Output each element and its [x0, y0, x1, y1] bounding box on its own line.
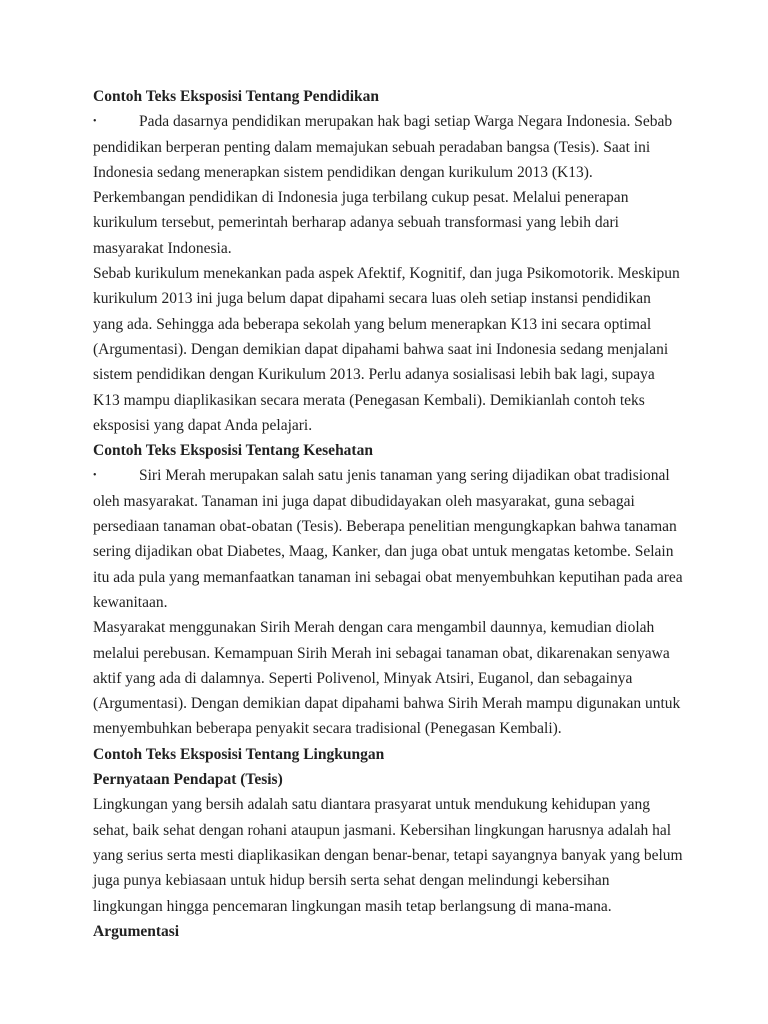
bullet-text-kesehatan: Siri Merah merupakan salah satu jenis tanaman yang sering dijadikan obat tradisional oleh masyarakat. Tanaman ini juga dapat dibudidayakan oleh masyarakat, guna sebagai persediaan tanaman obat-obatan (Tesis). Beberapa penelitian mengungkapkan bahwa tanaman sering dijadikan obat Diabetes, Maag, Kanker, dan juga obat untuk mengatas ketombe. Selain itu ada pula yang memanfaatkan tanaman ini sebagai obat menyembuhkan keputihan pada area kewanitaan. [93, 467, 683, 611]
document-page [93, 84, 683, 944]
bullet-paragraph-kesehatan [93, 463, 683, 615]
heading-pendidikan: Contoh Teks Eksposisi Tentang Pendidikan [93, 88, 380, 105]
subheading-argumentasi: Argumentasi [93, 922, 180, 940]
heading-lingkungan: Contoh Teks Eksposisi Tentang Lingkungan [93, 745, 385, 763]
paragraph-kesehatan: Masyarakat menggunakan Sirih Merah dengan cara mengambil daunnya, kemudian diolah melalui perebusan. Kemampuan Sirih Merah ini sebagai tanaman obat, dikarenakan senyawa aktif yang ada di dalamnya. Seperti Polivenol, Minyak Atsiri, Euganol, dan sebagainya (Argumentasi). Dengan demikian dapat dipahami bahwa Sirih Merah mampu digunakan untuk menyembuhkan beberapa penyakit secara tradisional (Penegasan Kembali). [93, 619, 681, 738]
bullet-text-pendidikan: Pada dasarnya pendidikan merupakan hak bagi setiap Warga Negara Indonesia. Sebab pendidikan berperan penting dalam memajukan sebuah peradaban bangsa (Tesis). Saat ini Indonesia sedang menerapkan sistem pendidikan dengan kurikulum 2013 (K13). Perkembangan pendidikan di Indonesia juga terbilang cukup pesat. Melalui penerapan kurikulum tersebut, pemerintah berharap adanya sebuah transformasi yang lebih dari masyarakat Indonesia. [93, 113, 673, 257]
bullet-paragraph-pendidikan [93, 109, 683, 261]
bullet-icon: • [93, 116, 97, 128]
bullet-icon: • [93, 470, 97, 482]
paragraph-lingkungan: Lingkungan yang bersih adalah satu diantara prasyarat untuk mendukung kehidupan yang sehat, baik sehat dengan rohani ataupun jasmani. Kebersihan lingkungan harusnya adalah hal yang serius serta mesti diaplikasikan dengan benar-benar, tetapi sayangnya banyak yang belum juga punya kebiasaan untuk hidup bersih serta sehat dengan melindungi kebersihan lingkungan hingga pencemaran lingkungan masih tetap berlangsung di mana-mana. [93, 796, 683, 915]
heading-kesehatan: Contoh Teks Eksposisi Tentang Kesehatan [93, 442, 373, 460]
paragraph-pendidikan: Sebab kurikulum menekankan pada aspek Afektif, Kognitif, dan juga Psikomotorik. Meskipun kurikulum 2013 ini juga belum dapat dipahami secara luas oleh setiap instansi pendidikan yang ada. Sehingga ada beberapa sekolah yang belum menerapkan K13 ini secara optimal (Argumentasi). Dengan demikian dapat dipahami bahwa saat ini Indonesia sedang menjalani sistem pendidikan dengan Kurikulum 2013. Perlu adanya sosialisasi lebih bak lagi, supaya K13 mampu diaplikasikan secara merata (Penegasan Kembali). Demikianlah contoh teks eksposisi yang dapat Anda pelajari. [93, 265, 680, 434]
subheading-tesis: Pernyataan Pendapat (Tesis) [93, 771, 283, 789]
